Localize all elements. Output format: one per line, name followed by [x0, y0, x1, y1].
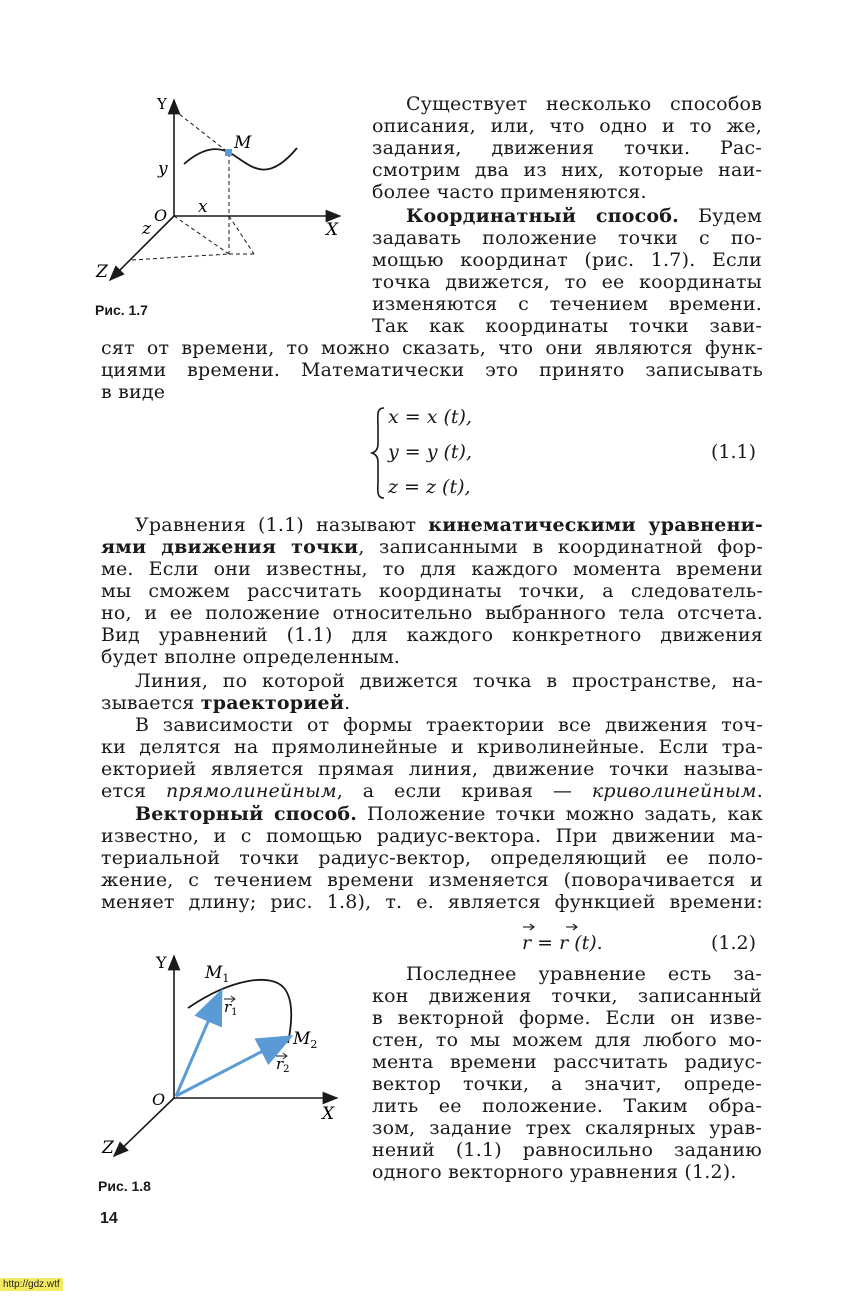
- equation-1-1-line-z: z = z (t),: [388, 476, 471, 498]
- coordinate-method-title: Координатный способ.: [406, 205, 679, 227]
- motion-types-paragraph: В зависимости от формы траектории все движения точ- ки делятся на прямолинейные и криволинейные. Если тра- екторией является прямая линия, движение точки называ- ется прямолинейным, а если кривая — криволинейным.: [101, 714, 763, 802]
- label-origin: O: [154, 206, 168, 225]
- vector-method-paragraph: Векторный способ. Положение точки можно задать, как известно, и с помощью радиус-вектора. При движении ма- териальной точки радиус-вектор, определяющий ее поло- жение, с течением времени изменяется (поворачивается и меняет длину; рис. 1.8), т. е. является функцией времени:: [101, 803, 763, 913]
- label-z: z: [142, 219, 151, 239]
- figure-1-8-caption: Рис. 1.8: [98, 1178, 151, 1194]
- figure-1-7: [92, 92, 362, 297]
- figure-1-8: [92, 948, 362, 1173]
- radius-vector-r1: [176, 994, 220, 1096]
- label-origin: O: [152, 1090, 166, 1109]
- equation-1-2: r = r (t).: [522, 932, 603, 954]
- equation-1-1-line-y: y = y (t),: [388, 441, 473, 463]
- trajectory-paragraph: Линия, по которой движется точка в пространстве, на- зывается траекторией.: [101, 670, 763, 714]
- label-y: y: [158, 159, 168, 179]
- figure-1-7-caption: Рис. 1.7: [95, 302, 148, 318]
- watermark-link[interactable]: http://gdz.wtf: [0, 1278, 63, 1291]
- label-x: x: [198, 197, 208, 217]
- equation-1-1-line-x: x = x (t),: [388, 406, 472, 428]
- label-x-axis: X: [326, 220, 339, 240]
- label-y-axis: Y: [156, 953, 167, 972]
- label-m: M: [234, 133, 252, 153]
- radius-vector-r2: [176, 1038, 288, 1096]
- label-r2: $r_2$: [276, 1055, 290, 1075]
- equation-1-1-number: (1.1): [711, 441, 757, 463]
- label-m2: $M_2$: [293, 1029, 318, 1051]
- vector-method-title: Векторный способ.: [135, 803, 358, 825]
- label-y-axis: Y: [157, 95, 167, 113]
- intro-paragraph: Существует несколько способов описания, или, что одно и то же, задания, движения точки. Рас- смотрим два из них, которые наи- более часто применяются.: [372, 93, 762, 203]
- label-z-axis: Z: [102, 1138, 114, 1158]
- point-m: [225, 149, 232, 156]
- kinematic-equations-paragraph: Уравнения (1.1) называют кинематическими уравнени- ями движения точки, записанными в координатной фор- ме. Если они известны, то для каждого момента времени мы сможем рассчитать координаты точки, а следователь- но, и ее положение относительно выбранного тела отсчета. Вид уравнений (1.1) для каждого конкретного движения будет вполне определенным.: [101, 514, 764, 668]
- label-m1: $M_1$: [205, 963, 230, 985]
- vector-law-paragraph: Последнее уравнение есть за- кон движения точки, записанный в векторной форме. Если он изве- стен, то мы можем для любого мо- мента времени рассчитать радиус- вектор точки, а значит, опреде- лить ее положение. Таким обра- зом, задание трех скалярных урав- нений (1.1) равносильно заданию одного векторного уравнения (1.2).: [372, 963, 762, 1183]
- label-x-axis: X: [322, 1104, 335, 1124]
- label-z-axis: Z: [96, 262, 108, 282]
- equation-1-2-number: (1.2): [711, 932, 757, 954]
- coordinate-method-continued: сят от времени, то можно сказать, что они являются функ- циями времени. Математически это принято записывать в виде: [101, 337, 763, 403]
- label-r1: $r_1$: [224, 998, 238, 1018]
- coordinate-method-paragraph: Координатный способ. Будем задавать положение точки с по- мощью координат (рис. 1.7). Если точка движется, то ее координаты изменяются с течением времени. Так как координаты точки зави-: [372, 205, 763, 337]
- equation-1-1-brace: [370, 406, 386, 500]
- page-number: 14: [100, 1210, 118, 1227]
